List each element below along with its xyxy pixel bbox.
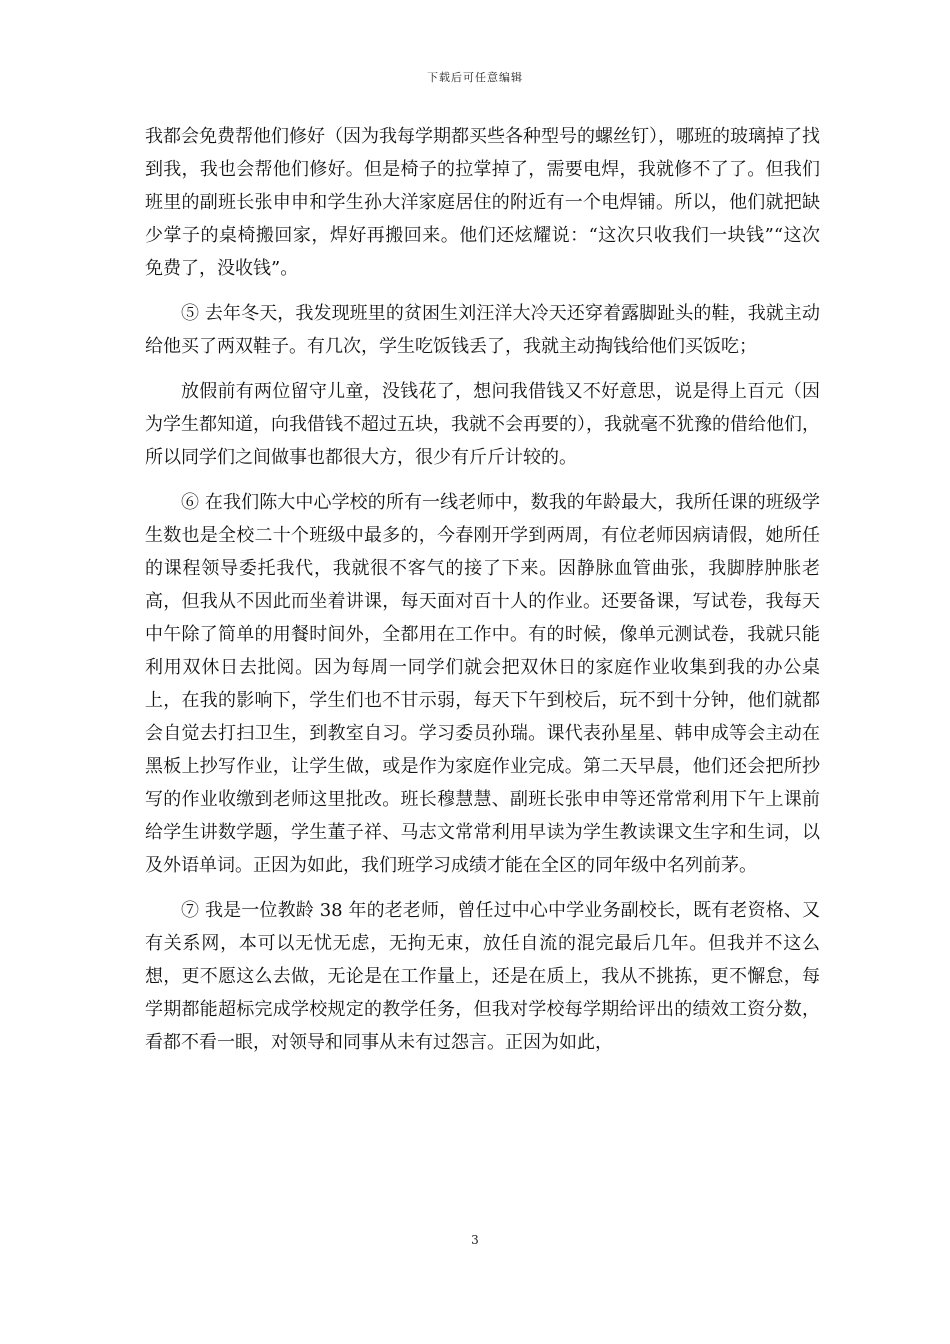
paragraph-continuation: 我都会免费帮他们修好（因为我每学期都买些各种型号的螺丝钉），哪班的玻璃掉了找到我，我也会帮他们修好。但是椅子的拉掌掉了，需要电焊，我就修不了了。但我们班里的副班长张申申和学生孙大洋家庭居住的附近有一个电焊铺。所以，他们就把缺少掌子的桌椅搬回家，焊好再搬回来。他们还炫耀说：“这次只收我们一块钱”“这次免费了，没收钱”。 xyxy=(145,126,820,279)
paragraph-item-5: ⑤ 去年冬天，我发现班里的贫困生刘汪洋大冷天还穿着露脚趾头的鞋，我就主动给他买了两双鞋子。有几次，学生吃饭钱丢了，我就主动掏钱给他们买饭吃； xyxy=(145,303,820,357)
page-number: 3 xyxy=(471,1233,479,1247)
page-header: 下载后可任意编辑 xyxy=(427,71,523,84)
document-body xyxy=(145,120,820,1059)
paragraph-loan: 放假前有两位留守儿童，没钱花了，想问我借钱又不好意思，说是得上百元（因为学生都知道，向我借钱不超过五块，我就不会再要的），我就毫不犹豫的借给他们，所以同学们之间做事也都很大方，很少有斤斤计较的。 xyxy=(145,381,820,468)
paragraph-item-7: ⑦ 我是一位教龄 38 年的老老师，曾任过中心中学业务副校长，既有老资格、又有关系网，本可以无忧无虑，无拘无束，放任自流的混完最后几年。但我并不这么想，更不愿这么去做，无论是在工作量上，还是在质上，我从不挑拣，更不懈怠，每学期都能超标完成学校规定的教学任务，但我对学校每学期给评出的绩效工资分数，看都不看一眼，对领导和同事从未有过怨言。正因为如此， xyxy=(145,900,820,1053)
paragraph-item-6: ⑥ 在我们陈大中心学校的所有一线老师中，数我的年龄最大，我所任课的班级学生数也是全校二十个班级中最多的，今春刚开学到两周，有位老师因病请假，她所任的课程领导委托我代，我就很不客气的接了下来。因静脉血管曲张，我脚脖肿胀老高，但我从不因此而坐着讲课，每天面对百十人的作业。还要备课，写试卷，我每天中午除了简单的用餐时间外，全都用在工作中。有的时候，像单元测试卷，我就只能利用双休日去批阅。因为每周一同学们就会把双休日的家庭作业收集到我的办公桌上，在我的影响下，学生们也不甘示弱，每天下午到校后，玩不到十分钟，他们就都会自觉去打扫卫生，到教室自习。学习委员孙瑞。课代表孙星星、韩申成等会主动在黑板上抄写作业，让学生做，或是作为家庭作业完成。第二天早晨，他们还会把所抄写的作业收缴到老师这里批改。班长穆慧慧、副班长张申申等还常常利用下午上课前给学生讲数学题，学生董子祥、马志文常常利用早读为学生教读课文生字和生词，以及外语单词。正因为如此，我们班学习成绩才能在全区的同年级中名列前茅。 xyxy=(145,492,820,876)
